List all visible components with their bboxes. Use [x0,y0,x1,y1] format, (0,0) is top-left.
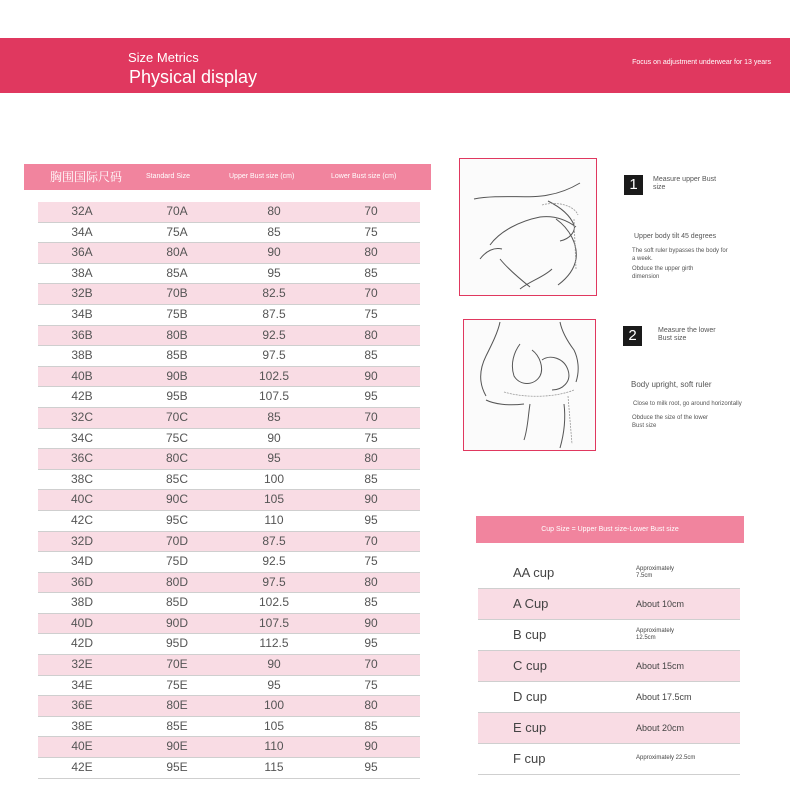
table-row [38,655,420,676]
cell-lower-bust: 85 [364,348,378,363]
cell-international-size: 42C [70,512,93,527]
cell-upper-bust: 95 [267,451,281,466]
cup-name: A Cup [513,596,549,611]
header-upper-bust: Upper Bust size (cm) [229,173,295,180]
banner-title: Physical display [129,67,258,87]
cell-international-size: 40D [70,615,93,630]
list-item [478,558,740,589]
cell-lower-bust: 75 [364,554,378,569]
cell-lower-bust: 80 [364,327,378,342]
table-row [38,346,420,367]
cell-lower-bust: 70 [364,286,378,301]
cell-international-size: 38A [71,265,93,280]
cell-international-size: 36B [71,327,93,342]
cup-name: E cup [513,720,547,735]
step-2-note-upright: Body upright, soft ruler [631,380,712,389]
cell-standard-size: 90B [166,368,188,383]
cell-upper-bust: 90 [267,245,281,260]
cell-upper-bust: 92.5 [262,554,286,569]
table-row [38,367,420,388]
cell-lower-bust: 75 [364,677,378,692]
size-table-header [24,164,431,190]
cell-international-size: 32E [71,657,93,672]
cell-lower-bust: 80 [364,451,378,466]
header-international-size: 胸围国际尺码 [50,170,123,184]
cell-standard-size: 85A [166,265,188,280]
list-item [478,682,740,713]
cell-upper-bust: 80 [267,204,281,218]
cell-international-size: 34E [71,677,93,692]
cell-upper-bust: 102.5 [258,595,290,610]
cell-standard-size: 70C [165,409,188,424]
cup-name: B cup [513,627,547,642]
table-row [38,202,420,223]
table-row [38,305,420,326]
cell-international-size: 36D [70,574,93,589]
cell-standard-size: 70E [166,657,188,672]
cell-upper-bust: 95 [267,677,281,692]
step-1-note-girth: Obduce the upper girth dimension [632,266,694,280]
step-2-badge: 2 [623,326,642,346]
cell-upper-bust: 115 [264,760,284,775]
cell-standard-size: 90D [165,615,188,630]
table-row [38,717,420,738]
cup-difference: Approximately 12.5cm [636,628,675,641]
cell-international-size: 36A [71,245,93,260]
cell-lower-bust: 85 [364,265,378,280]
cell-international-size: 32B [71,286,93,301]
table-row [38,511,420,532]
cell-international-size: 42B [71,389,93,404]
cup-difference: Approximately 7.5cm [636,566,675,579]
cup-table-header: Cup Size = Upper Bust size-Lower Bust size [476,516,744,543]
cell-upper-bust: 102.5 [258,368,290,383]
cell-international-size: 38C [70,471,93,486]
cell-standard-size: 80D [165,574,188,589]
cell-upper-bust: 100 [263,698,285,713]
cell-upper-bust: 105 [263,492,285,507]
cell-upper-bust: 87.5 [262,306,286,321]
cell-lower-bust: 75 [364,224,378,239]
table-row [38,490,420,511]
cell-international-size: 32A [71,204,93,218]
table-row [38,634,420,655]
cell-international-size: 36C [70,451,93,466]
cell-lower-bust: 95 [364,389,378,404]
cell-upper-bust: 85 [267,224,281,239]
lower-bust-figure-icon [464,320,595,450]
table-row [38,552,420,573]
cell-lower-bust: 70 [364,409,378,424]
cell-lower-bust: 70 [364,657,378,672]
header-lower-bust: Lower Bust size (cm) [331,173,397,180]
cell-standard-size: 75E [166,677,188,692]
cell-lower-bust: 90 [364,615,378,630]
cell-standard-size: 80C [165,451,188,466]
cell-standard-size: 95C [165,512,188,527]
cell-international-size: 32D [70,533,93,548]
table-row [38,408,420,429]
cell-standard-size: 75C [165,430,188,445]
list-item [478,651,740,682]
cell-international-size: 40C [70,492,93,507]
list-item [478,744,740,775]
step-1-note-tilt: Upper body tilt 45 degrees [634,233,717,240]
cell-lower-bust: 70 [364,204,378,218]
cell-international-size: 34C [70,430,93,445]
cell-lower-bust: 90 [364,739,378,754]
cup-table-body [478,558,740,775]
cell-lower-bust: 75 [364,430,378,445]
table-row [38,696,420,717]
cell-lower-bust: 85 [364,471,378,486]
cell-upper-bust: 95 [267,265,281,280]
table-row [38,387,420,408]
cell-upper-bust: 100 [263,471,285,486]
cell-standard-size: 80B [166,327,188,342]
banner-tagline: Focus on adjustment underwear for 13 years [632,59,771,66]
upper-bust-illustration [459,158,597,296]
list-item [478,713,740,744]
table-row [38,449,420,470]
cell-standard-size: 85D [165,595,188,610]
cell-standard-size: 85B [166,348,188,363]
cell-standard-size: 80E [166,698,188,713]
cell-upper-bust: 85 [267,409,281,424]
cell-standard-size: 75A [166,224,188,239]
cell-standard-size: 90E [166,739,188,754]
cup-difference: About 20cm [636,723,685,733]
table-row [38,737,420,758]
table-row [38,573,420,594]
cell-international-size: 38E [71,718,93,733]
table-row [38,532,420,553]
cell-international-size: 38B [71,348,93,363]
cell-standard-size: 95D [165,636,188,651]
cell-international-size: 32C [70,409,93,424]
upper-bust-figure-icon [460,159,596,295]
cell-lower-bust: 90 [364,492,378,507]
cell-upper-bust: 107.5 [258,615,290,630]
cell-lower-bust: 95 [364,512,378,527]
cell-upper-bust: 97.5 [262,574,286,589]
banner-subtitle: Size Metrics [128,50,199,65]
cup-difference: About 10cm [636,599,685,609]
cup-difference: Approximately 22.5cm [636,755,696,761]
cell-upper-bust: 92.5 [262,327,286,342]
step-2-note-milk-root: Close to milk root, go around horizontally [633,401,742,407]
cell-lower-bust: 95 [364,760,378,775]
cell-standard-size: 85E [166,718,188,733]
cell-upper-bust: 87.5 [262,533,286,548]
cell-lower-bust: 90 [364,368,378,383]
cup-name: F cup [513,751,546,766]
table-row [38,284,420,305]
cell-international-size: 40E [71,739,93,754]
cell-international-size: 36E [71,698,93,713]
table-row [38,326,420,347]
cup-difference: About 15cm [636,661,685,671]
table-row [38,223,420,244]
cell-international-size: 34A [71,224,93,239]
cup-name: AA cup [513,565,555,580]
cell-upper-bust: 107.5 [258,389,290,404]
step-2-label: Measure the lower Bust size [658,327,716,342]
table-row [38,243,420,264]
cell-lower-bust: 85 [364,718,378,733]
cup-difference: About 17.5cm [636,692,692,702]
table-row [38,614,420,635]
cell-standard-size: 70A [166,204,188,218]
cell-international-size: 42E [71,760,93,775]
cell-upper-bust: 112.5 [259,636,289,651]
cell-upper-bust: 110 [264,739,284,754]
cup-name: D cup [513,689,547,704]
lower-bust-illustration [463,319,596,451]
cell-standard-size: 75B [166,306,188,321]
cell-standard-size: 70D [165,533,188,548]
cell-standard-size: 70B [166,286,188,301]
table-row [38,758,420,779]
cell-international-size: 34B [71,306,93,321]
cell-upper-bust: 90 [267,430,281,445]
cell-lower-bust: 95 [364,636,378,651]
cell-upper-bust: 90 [267,657,281,672]
step-1-note-ruler: The soft ruler bypasses the body for a week. [632,248,728,262]
cell-upper-bust: 97.5 [262,348,286,363]
cell-international-size: 40B [71,368,93,383]
cell-international-size: 34D [70,554,93,569]
step-1-badge: 1 [624,175,643,195]
cell-international-size: 38D [70,595,93,610]
table-row [38,429,420,450]
header-banner [0,38,790,93]
cell-standard-size: 95E [166,760,188,775]
cell-standard-size: 90C [165,492,188,507]
table-row [38,264,420,285]
step-1-label: Measure upper Bust size [653,176,717,191]
cell-lower-bust: 80 [364,245,378,260]
table-row [38,593,420,614]
table-row [38,676,420,697]
cell-standard-size: 80A [166,245,188,260]
cell-lower-bust: 70 [364,533,378,548]
header-standard-size: Standard Size [146,173,190,180]
cup-name: C cup [513,658,547,673]
cell-lower-bust: 75 [364,306,378,321]
cell-lower-bust: 80 [364,574,378,589]
cell-standard-size: 75D [165,554,188,569]
cell-lower-bust: 80 [364,698,378,713]
table-row [38,470,420,491]
size-table-body [38,202,420,779]
cell-international-size: 42D [70,636,93,651]
cell-lower-bust: 85 [364,595,378,610]
cell-upper-bust: 82.5 [262,286,286,301]
list-item [478,589,740,620]
step-2-note-lower-size: Obduce the size of the lower Bust size [632,415,709,429]
cell-upper-bust: 110 [264,512,284,527]
cell-upper-bust: 105 [263,718,285,733]
cell-standard-size: 85C [165,471,188,486]
list-item [478,620,740,651]
cell-standard-size: 95B [166,389,188,404]
